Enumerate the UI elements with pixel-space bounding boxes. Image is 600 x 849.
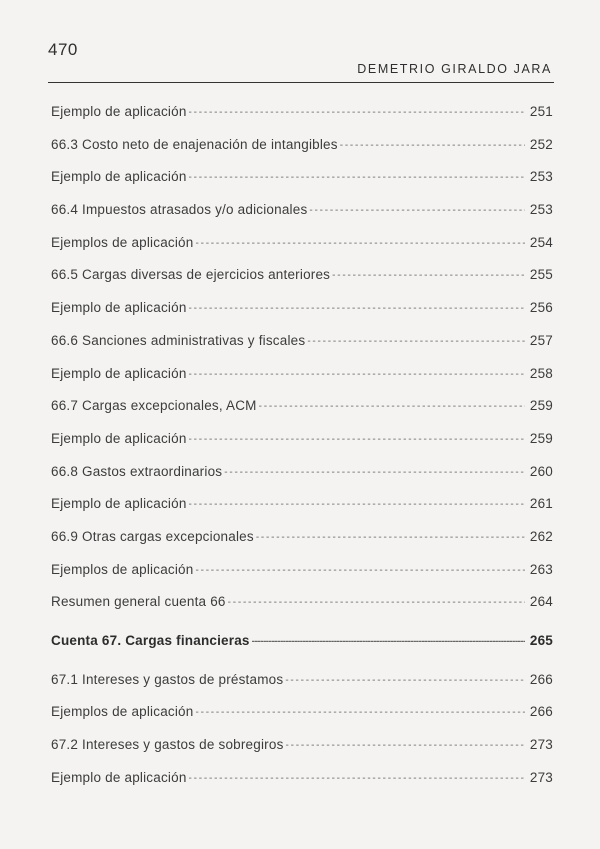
toc-entry[interactable] [51,300,553,333]
toc-entry-title: 66.5 Cargas diversas de ejercicios anteriores [51,267,331,283]
toc-entry-title: Ejemplo de aplicación [51,104,187,119]
toc-entry-title: Ejemplos de aplicación [51,234,194,250]
toc-entry-title: Ejemplo de aplicación [51,365,187,381]
toc-entry-page: 273 [529,769,553,785]
dot-leader [189,434,525,445]
dot-leader [189,172,525,183]
toc-entry-title: Ejemplo de aplicación [51,496,187,512]
toc-entry-title: Ejemplo de aplicación [51,430,187,446]
toc-entry[interactable] [51,529,553,562]
toc-entry-page: 256 [529,300,553,316]
toc-entry-title: 66.4 Impuestos atrasados y/o adicionales [51,202,308,218]
toc-entry[interactable] [51,431,553,464]
toc-entry[interactable] [51,235,553,268]
dot-leader [195,707,525,718]
toc-entry-title: 67.1 Intereses y gastos de préstamos [51,671,284,687]
dot-leader [224,467,525,478]
toc-entry[interactable] [51,398,553,431]
toc-entry-title: Ejemplo de aplicación [51,300,187,316]
toc-entry-page: 259 [529,398,553,414]
toc-entry-page: 260 [529,463,553,479]
toc-entry[interactable] [51,464,553,497]
toc-entry-page: 262 [529,528,553,544]
toc-entry-title: 67.2 Intereses y gastos de sobregiros [51,737,284,753]
dot-leader [189,773,525,784]
toc-entry[interactable] [51,169,553,202]
toc-entry-page: 252 [529,136,553,152]
toc-section-heading[interactable] [51,633,553,666]
toc-entry-page: 253 [529,202,553,218]
toc-entry-title: Resumen general cuenta 66 [51,594,226,610]
dot-leader [252,636,525,647]
toc-entry-page: 251 [529,104,553,119]
toc-entry-page: 266 [529,704,553,720]
toc-entry-page: 273 [529,737,553,753]
dot-leader [189,499,525,510]
toc-entry-title: Cuenta 67. Cargas financieras [51,633,250,648]
dot-leader [285,675,525,686]
toc-entry-page: 259 [529,430,553,446]
toc-entry[interactable] [51,137,553,170]
toc-entry-title: 66.8 Gastos extraordinarios [51,463,223,479]
dot-leader [189,303,525,314]
dot-leader [259,401,525,412]
page-number: 470 [48,40,78,59]
toc-entry-title: 66.6 Sanciones administrativas y fiscales [51,332,306,348]
toc-entry-page: 265 [529,633,553,648]
toc-entry-title: Ejemplo de aplicación [51,169,187,185]
toc-entry[interactable] [51,202,553,235]
dot-leader [189,107,525,118]
toc-entry[interactable] [51,366,553,399]
table-of-contents [51,104,553,802]
toc-entry-page: 255 [529,267,553,283]
toc-entry[interactable] [51,770,553,803]
toc-entry[interactable] [51,104,553,137]
dot-leader [286,740,525,751]
dot-leader [256,532,525,543]
dot-leader [195,238,525,249]
dot-leader [332,270,525,281]
toc-entry-title: 66.7 Cargas excepcionales, ACM [51,398,257,414]
toc-entry-title: Ejemplo de aplicación [51,769,187,785]
dot-leader [307,336,525,347]
toc-entry-title: Ejemplos de aplicación [51,561,194,577]
dot-leader [228,597,525,608]
toc-entry-page: 257 [529,332,553,348]
toc-entry-page: 266 [529,671,553,687]
toc-entry-title: 66.3 Costo neto de enajenación de intangibles [51,136,338,152]
dot-leader [340,140,525,151]
toc-entry[interactable] [51,562,553,595]
toc-entry-page: 264 [529,594,553,610]
toc-entry-page: 261 [529,496,553,512]
toc-entry-title: Ejemplos de aplicación [51,704,194,720]
toc-entry[interactable] [51,594,553,627]
toc-entry-page: 253 [529,169,553,185]
toc-entry-page: 258 [529,365,553,381]
dot-leader [189,369,525,380]
toc-entry[interactable] [51,704,553,737]
toc-entry[interactable] [51,737,553,770]
toc-entry[interactable] [51,333,553,366]
toc-entry-page: 263 [529,561,553,577]
running-head: DEMETRIO GIRALDO JARA [357,62,552,76]
dot-leader [195,565,525,576]
toc-entry-page: 254 [529,234,553,250]
toc-entry[interactable] [51,672,553,705]
header-rule [48,82,554,83]
dot-leader [309,205,525,216]
toc-entry-title: 66.9 Otras cargas excepcionales [51,528,254,544]
toc-entry[interactable] [51,496,553,529]
toc-entry[interactable] [51,267,553,300]
